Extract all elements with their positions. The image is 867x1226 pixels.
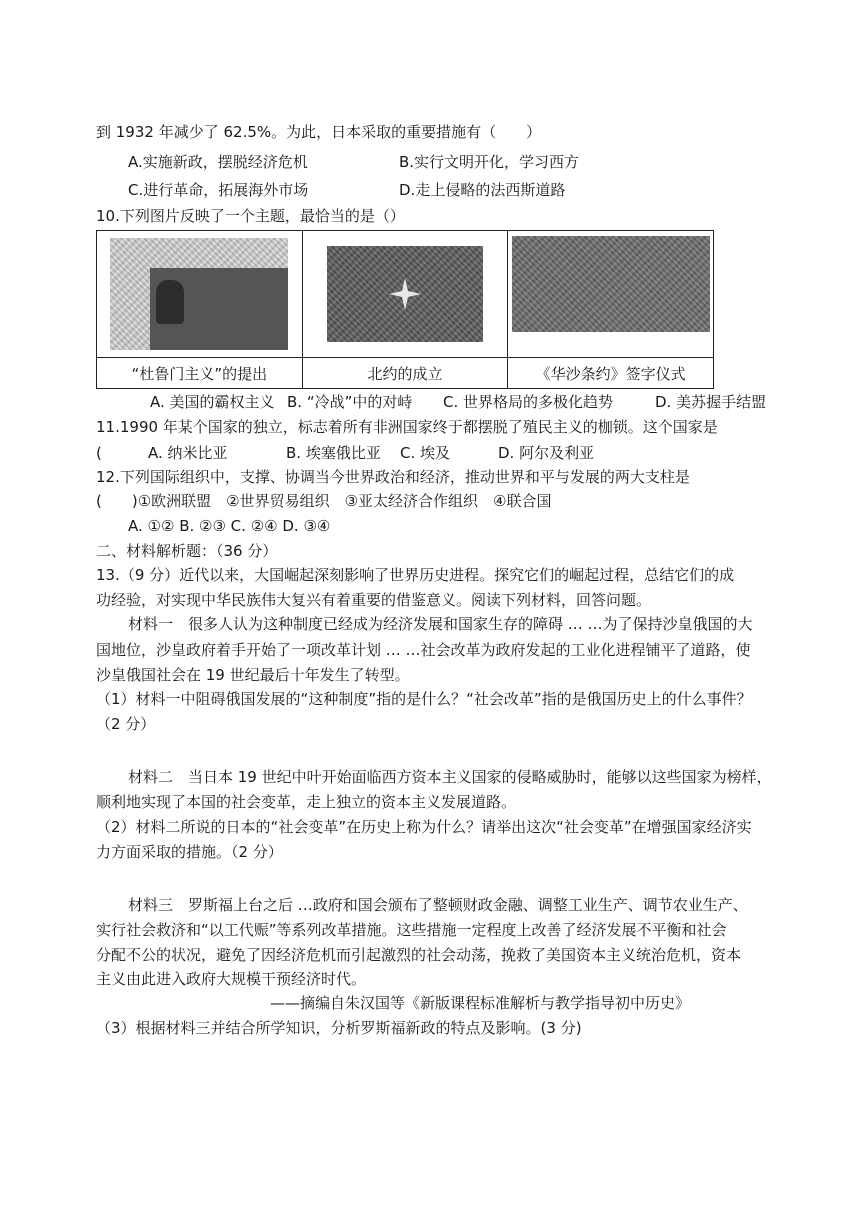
q11-option-c: C. 埃及 (400, 444, 451, 462)
material-3-line-1: 材料三 罗斯福上台之后 …政府和国会颁布了整顿财政金融、调整工业生产、调节农业生产、 (128, 896, 748, 914)
truman-photo (110, 238, 288, 350)
material-1-line-3: 沙皇俄国社会在 19 世纪最后十年发生了转型。 (96, 666, 410, 684)
q11-stem: 11.1990 年某个国家的独立，标志着所有非洲国家终于都摆脱了殖民主义的枷锁。这个国家是 (96, 418, 718, 436)
q10-picture-table (96, 230, 714, 389)
picture-cell-truman (97, 231, 303, 358)
q9-option-a: A.实施新政，摆脱经济危机 (128, 153, 308, 171)
q9-option-c: C.进行革命，拓展海外市场 (128, 181, 309, 199)
subquestion-2-line-1: （2）材料二所说的日本的“社会变革”在历史上称为什么？请举出这次“社会变革”在增强国家经济实 (96, 818, 752, 836)
material-3-source: ——摘编自朱汉国等《新版课程标准解析与教学指导初中历史》 (270, 994, 691, 1012)
subquestion-1-line-1: （1）材料一中阻碍俄国发展的“这种制度”指的是什么？“社会改革”指的是俄国历史上的什么事件？ (96, 690, 752, 708)
q10-option-d: D. 美苏握手结盟 (655, 393, 767, 411)
q9-option-d: D.走上侵略的法西斯道路 (399, 181, 566, 199)
warsaw-pact-photo (512, 236, 710, 332)
subquestion-1-line-2: （2 分） (96, 715, 156, 733)
subquestion-3: （3）根据材料三并结合所学知识，分析罗斯福新政的特点及影响。(3 分) (96, 1019, 582, 1037)
caption-nato: 北约的成立 (302, 358, 508, 389)
picture-cell-nato (302, 231, 508, 358)
material-2-line-2: 顺利地实现了本国的社会变革，走上独立的资本主义发展道路。 (96, 793, 517, 811)
material-2-line-1: 材料二 当日本 19 世纪中叶开始面临西方资本主义国家的侵略威胁时，能够以这些国家为榜样， (128, 768, 772, 786)
q13-intro-line-1: 13.（9 分）近代以来，大国崛起深刻影响了世界历史进程。探究它们的崛起过程，总结它们的成 (96, 566, 735, 584)
q12-items: ( )①欧洲联盟 ②世界贸易组织 ③亚太经济合作组织 ④联合国 (96, 492, 552, 510)
q12-options: A. ①② B. ②③ C. ②④ D. ③④ (128, 517, 331, 535)
q12-stem: 12.下列国际组织中，支撑、协调当今世界政治和经济，推动世界和平与发展的两大支柱是 (96, 468, 690, 486)
q13-intro-line-2: 功经验，对实现中华民族伟大复兴有着重要的借鉴意义。阅读下列材料，回答问题。 (96, 591, 652, 609)
section-heading: 二、材料解析题：（36 分） (96, 542, 278, 560)
material-3-line-4: 主义由此进入政府大规模干预经济时代。 (96, 970, 367, 988)
q9-option-b: B.实行文明开化，学习西方 (399, 153, 580, 171)
caption-truman: “杜鲁门主义”的提出 (97, 358, 303, 389)
q11-bracket: ( (96, 444, 102, 462)
material-3-line-2: 实行社会救济和“以工代赈”等系列改革措施。这些措施一定程度上改善了经济发展不平衡和社会 (96, 921, 727, 939)
subquestion-2-line-2: 力方面采取的措施。（2 分） (96, 843, 283, 861)
picture-cell-warsaw (508, 231, 714, 358)
q10-option-c: C. 世界格局的多极化趋势 (443, 393, 614, 411)
q10-option-b: B. “冷战”中的对峙 (287, 393, 413, 411)
compass-star-icon (389, 278, 421, 310)
material-3-line-3: 分配不公的状况，避免了因经济危机而引起激烈的社会动荡，挽救了美国资本主义统治危机，资本 (96, 946, 742, 964)
caption-warsaw: 《华沙条约》签字仪式 (508, 358, 714, 389)
q9-stem: 到 1932 年减少了 62.5%。为此，日本采取的重要措施有（ ） (96, 123, 542, 141)
q11-option-d: D. 阿尔及利亚 (498, 444, 595, 462)
nato-emblem-photo (327, 246, 483, 342)
q11-option-b: B. 埃塞俄比亚 (286, 444, 381, 462)
material-1-line-2: 国地位，沙皇政府着手开始了一项改革计划 … …社会改革为政府发起的工业化进程铺平了道路，使 (96, 641, 751, 659)
q10-stem: 10.下列图片反映了一个主题，最恰当的是（） (96, 207, 405, 225)
q10-option-a: A. 美国的霸权主义 (150, 393, 275, 411)
q11-option-a: A. 纳米比亚 (148, 444, 228, 462)
material-1-line-1: 材料一 很多人认为这种制度已经成为经济发展和国家生存的障碍 … …为了保持沙皇俄国的大 (128, 615, 753, 633)
